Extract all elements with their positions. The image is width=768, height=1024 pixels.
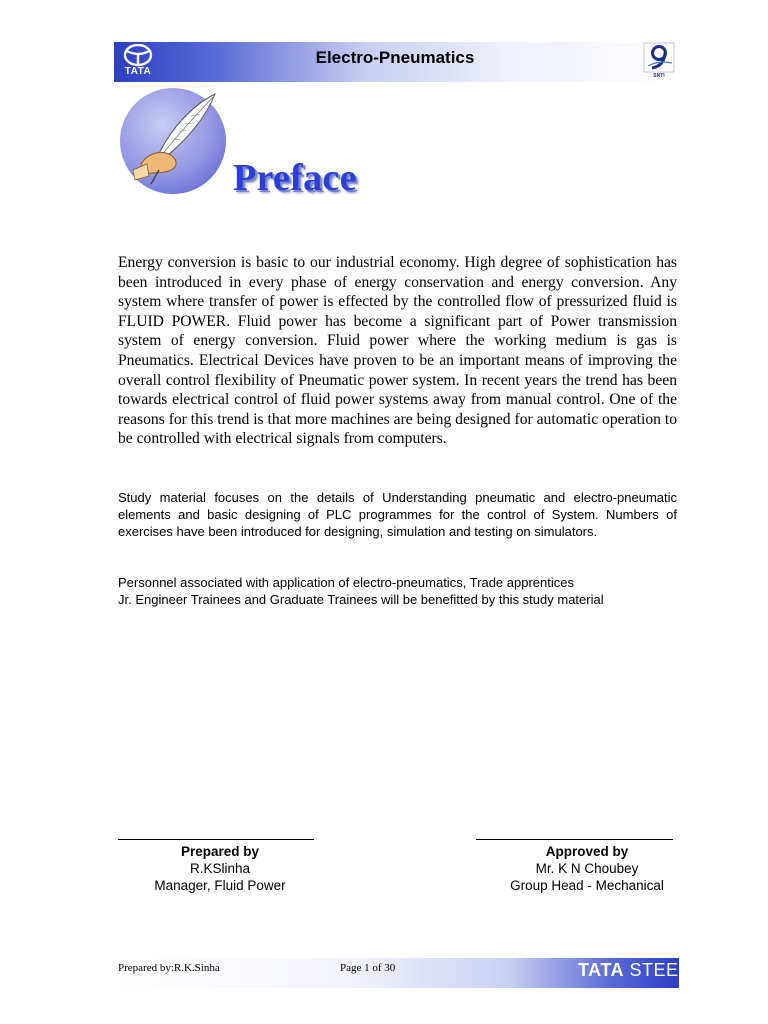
quill-pen-icon (119, 86, 229, 196)
approved-by-designation: Group Head - Mechanical (510, 878, 664, 893)
footer-logo-steel: STEEL (629, 960, 690, 980)
approved-by-block (484, 843, 690, 894)
paragraph-audience (118, 574, 677, 608)
footer-logo-tata: TATA (578, 960, 624, 980)
tata-emblem-icon (118, 44, 158, 80)
prepared-signature-line (118, 839, 314, 840)
approved-signature-line (476, 839, 673, 840)
footer-prepared-by: Prepared by:R.K.Sinha (118, 962, 220, 974)
document-title: Electro-Pneumatics (315, 48, 475, 67)
paragraph-study-material: Study material focuses on the details of Understanding pneumatic and electro-pneumatic elements and basic designing of PLC programmes for the control of System. Numbers of exercises have been introduced for designing, simulation and testing on simulators. (118, 490, 677, 539)
page-heading: Preface (233, 157, 357, 199)
prepared-by-designation: Manager, Fluid Power (154, 878, 286, 893)
prepared-by-name: R.KSlinha (189, 861, 251, 876)
approved-by-label: Approved by (545, 844, 629, 859)
tata-logo-text: TATA (124, 66, 152, 77)
prepared-by-label: Prepared by (180, 844, 260, 859)
tata-steel-logo-icon (578, 960, 689, 981)
page-number: Page 1 of 30 (340, 962, 396, 974)
approved-by-name: Mr. K N Choubey (535, 861, 639, 876)
snti-emblem-icon (642, 42, 676, 82)
audience-line-2: Jr. Engineer Trainees and Graduate Trainees will be benefitted by this study material (118, 592, 604, 607)
snti-logo-text: SNTI (653, 73, 665, 79)
audience-line-1: Personnel associated with application of electro-pneumatics, Trade apprentices (118, 575, 574, 590)
prepared-by-block (118, 843, 322, 894)
paragraph-intro: Energy conversion is basic to our industrial economy. High degree of sophistication has been introduced in every phase of energy conservation and energy conversion. Any system where transfer of power is effected by the controlled flow of pressurized fluid is FLUID POWER. Fluid power has become a significant part of Power transmission system of energy conversion. Fluid power where the working medium is gas is Pneumatics. Electrical Devices have proven to be an important means of improving the overall control flexibility of Pneumatic power system. In recent years the trend has been towards electrical control of fluid power systems away from manual control. One of the reasons for this trend is that more machines are being designed for automatic operation to be controlled with electrical signals from computers. (118, 254, 677, 448)
